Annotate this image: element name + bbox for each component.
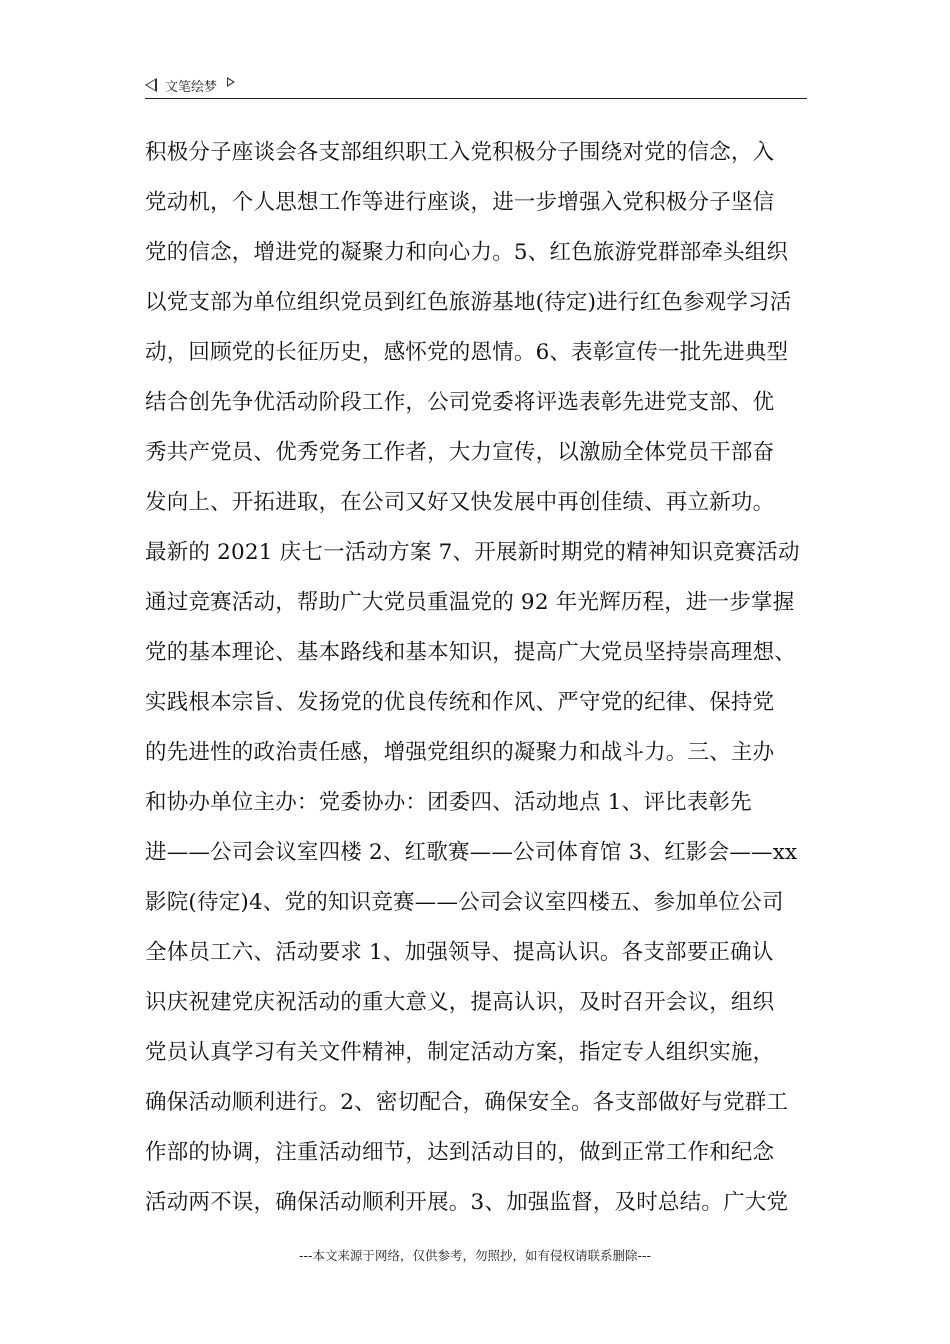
body-line: 动，回顾党的长征历史，感怀党的恩情。6、表彰宣传一批先进典型: [145, 340, 789, 365]
body-line: 积极分子座谈会各支部组织职工入党积极分子围绕对党的信念，入: [145, 140, 775, 165]
body-line: 以党支部为单位组织党员到红色旅游基地(待定)进行红色参观学习活: [145, 290, 792, 315]
body-line: 进——公司会议室四楼 2、红歌赛——公司体育馆 3、红影会——xx: [145, 840, 798, 865]
body-line: 和协办单位主办：党委协办：团委四、活动地点 1、评比表彰先: [145, 790, 752, 815]
body-line: 党动机，个人思想工作等进行座谈，进一步增强入党积极分子坚信: [145, 190, 775, 215]
triangle-left-icon: [145, 78, 157, 92]
page-header: [145, 72, 807, 99]
body-line: 全体员工六、活动要求 1、加强领导、提高认识。各支部要正确认: [145, 940, 774, 965]
body-line: 的先进性的政治责任感，增强党组织的凝聚力和战斗力。三、主办: [145, 740, 775, 765]
body-line: 通过竞赛活动，帮助广大党员重温党的 92 年光辉历程，进一步掌握: [145, 590, 795, 615]
body-line: 确保活动顺利进行。2、密切配合，确保安全。各支部做好与党群工: [145, 1090, 789, 1115]
body-line: 作部的协调，注重活动细节，达到活动目的，做到正常工作和纪念: [145, 1140, 775, 1165]
body-line: 最新的 2021 庆七一活动方案 7、开展新时期党的精神知识竞赛活动: [145, 540, 800, 565]
body-line: 识庆祝建党庆祝活动的重大意义，提高认识，及时召开会议，组织: [145, 990, 775, 1015]
triangle-right-icon: [227, 77, 235, 87]
body-line: 影院(待定)4、党的知识竞赛——公司会议室四楼五、参加单位公司: [145, 890, 784, 915]
document-body: [145, 128, 807, 1228]
body-line: 秀共产党员、优秀党务工作者，大力宣传，以激励全体党员干部奋: [145, 440, 775, 465]
body-line: 实践根本宗旨、发扬党的优良传统和作风、严守党的纪律、保持党: [145, 690, 775, 715]
footer-notice: ---本文来源于网络，仅供参考，勿照抄，如有侵权请联系删除---: [298, 1248, 652, 1263]
body-line: 党的基本理论、基本路线和基本知识，提高广大党员坚持崇高理想、: [145, 640, 797, 665]
header-brand: 文笔绘梦: [165, 79, 218, 95]
body-line: 结合创先争优活动阶段工作，公司党委将评选表彰先进党支部、优: [145, 390, 775, 415]
body-line: 发向上、开拓进取，在公司又好又快发展中再创佳绩、再立新功。: [145, 490, 775, 515]
body-line: 党员认真学习有关文件精神，制定活动方案，指定专人组织实施，: [145, 1040, 775, 1065]
body-line: 活动两不误，确保活动顺利开展。3、加强监督，及时总结。广大党: [145, 1190, 789, 1215]
body-line: 党的信念，增进党的凝聚力和向心力。5、红色旅游党群部牵头组织: [145, 240, 789, 265]
